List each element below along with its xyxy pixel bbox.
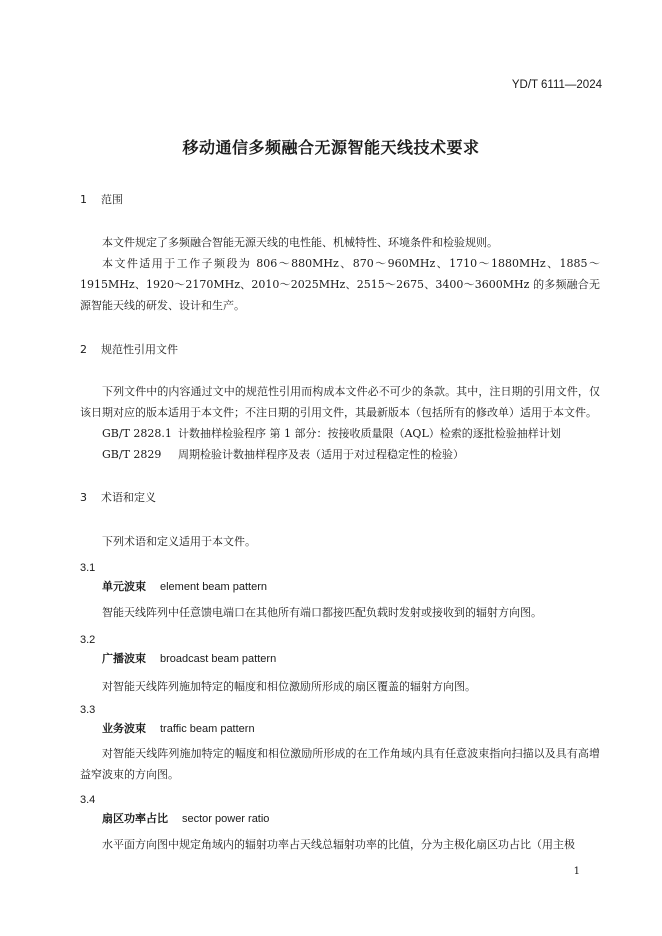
section-title: 规范性引用文件 — [101, 343, 178, 356]
paragraph: 下列文件中的内容通过文中的规范性引用而构成本文件必不可少的条款。其中，注日期的引用文件，仅该日期对应的版本适用于本文件；不注日期的引用文件，其最新版本（包括所有的修改单）适用于本文件。 — [80, 385, 600, 419]
section-number: 3 — [80, 491, 87, 504]
term-en: sector power ratio — [182, 813, 270, 825]
term-zh: 广播波束 — [102, 652, 146, 665]
section-number: 2 — [80, 343, 87, 356]
term-entry — [102, 650, 276, 666]
term-en: element beam pattern — [160, 581, 268, 593]
term-number: 3.2 — [80, 634, 96, 646]
term-definition: 智能天线阵列中任意馈电端口在其他所有端口都接匹配负载时发射或接收到的辐射方向图。 — [102, 606, 542, 619]
term-zh: 业务波束 — [102, 722, 146, 735]
term-en: traffic beam pattern — [160, 723, 255, 735]
section-number: 1 — [80, 193, 87, 206]
term-number: 3.3 — [80, 704, 96, 716]
paragraph: 本文件规定了多频融合智能无源天线的电性能、机械特性、环境条件和检验规则。 — [102, 236, 498, 249]
reference-title: 计数抽样检验程序 第 1 部分：按接收质量限（AQL）检索的逐批检验抽样计划 — [178, 427, 561, 440]
standard-number: YD/T 6111—2024 — [511, 79, 602, 91]
term-number: 3.4 — [80, 794, 96, 806]
section-heading-2 — [80, 341, 178, 357]
term-entry — [102, 720, 255, 736]
normative-reference — [102, 446, 464, 462]
section-title: 术语和定义 — [101, 491, 156, 504]
term-en: broadcast beam pattern — [160, 653, 277, 665]
term-zh: 扇区功率占比 — [102, 812, 168, 825]
section-title: 范围 — [101, 193, 123, 206]
reference-title: 周期检验计数抽样程序及表（适用于对过程稳定性的检验） — [178, 448, 464, 461]
reference-code: GB/T 2828.1 — [102, 427, 172, 440]
section-heading-3 — [80, 489, 156, 505]
reference-code: GB/T 2829 — [102, 448, 162, 461]
term-zh: 单元波束 — [102, 580, 146, 593]
section-heading-1 — [80, 191, 123, 207]
page-number: 1 — [573, 866, 580, 877]
term-definition: 水平面方向图中规定角域内的辐射功率占天线总辐射功率的比值，分为主极化扇区功占比（用主极 — [102, 838, 575, 851]
term-entry — [102, 578, 267, 594]
paragraph: 本文件适用于工作子频段为 806～880MHz、870～960MHz、1710～1880MHz、1885～1915MHz、1920～2170MHz、2010～2025MHz、2515～2675、3400～3600MHz 的多频融合无源智能天线的研发、设计和生产。 — [80, 257, 600, 312]
normative-reference — [102, 425, 561, 441]
term-definition: 对智能天线阵列施加特定的幅度和相位激励所形成的扇区覆盖的辐射方向图。 — [102, 680, 476, 693]
paragraph: 下列术语和定义适用于本文件。 — [102, 535, 256, 548]
term-definition: 对智能天线阵列施加特定的幅度和相位激励所形成的在工作角域内具有任意波束指向扫描以及具有高增益窄波束的方向图。 — [80, 747, 600, 781]
term-entry — [102, 810, 269, 826]
term-number: 3.1 — [80, 562, 96, 574]
document-title: 移动通信多频融合无源智能天线技术要求 — [182, 138, 480, 157]
